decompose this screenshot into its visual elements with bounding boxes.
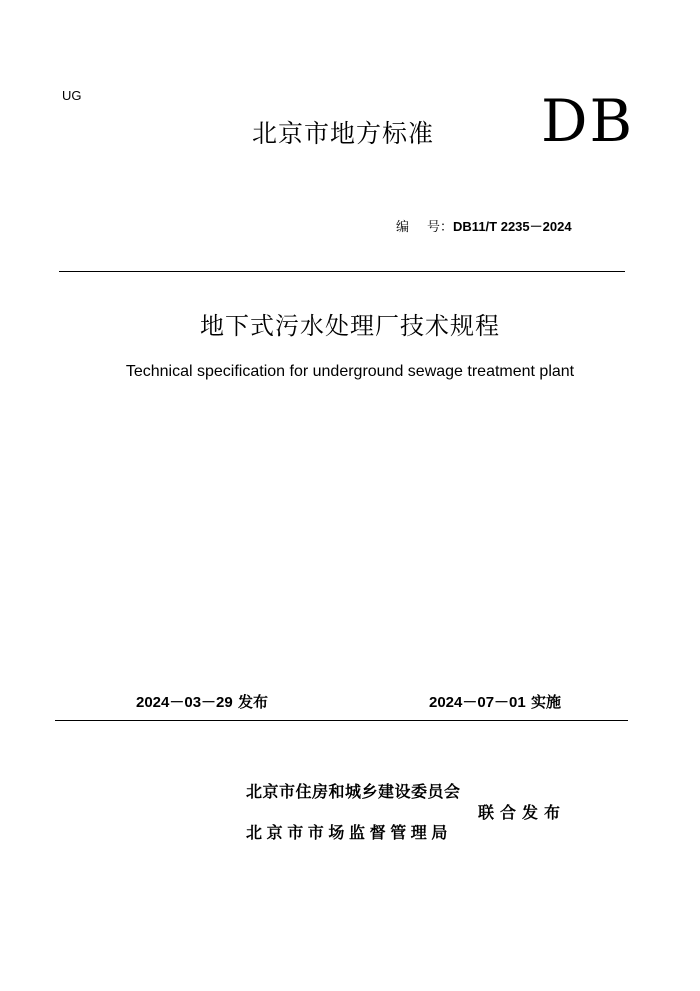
issuer-housing-commission: 北京市住房和城乡建设委员会: [246, 782, 461, 801]
standard-type: 北京市地方标准: [252, 119, 435, 148]
issuer-market-regulation: 北京市市场监督管理局: [246, 823, 453, 842]
ics-code: UG: [62, 88, 82, 103]
title-english: Technical specification for underground sewage treatment plant: [125, 363, 575, 380]
implement-label: 实施: [530, 693, 561, 711]
implement-date-value: 2024－07－01: [429, 694, 526, 711]
title-chinese: 地下式污水处理厂技术规程: [200, 312, 500, 340]
joint-issue-label: 联合发布: [478, 803, 567, 822]
standard-number-label-left: 编: [396, 220, 410, 235]
db-mark: DB: [541, 87, 635, 155]
issue-date: [136, 691, 268, 712]
standard-number-label: [396, 220, 453, 235]
standard-number: [396, 216, 572, 235]
standard-number-label-right: 号：: [427, 220, 454, 235]
standard-number-value: DB11/T 2235－2024: [453, 219, 572, 234]
issue-label: 发布: [237, 693, 268, 711]
bottom-divider: [55, 720, 628, 721]
issue-date-value: 2024－03－29: [136, 694, 233, 711]
implement-date: [429, 691, 561, 712]
top-divider: [59, 271, 625, 272]
